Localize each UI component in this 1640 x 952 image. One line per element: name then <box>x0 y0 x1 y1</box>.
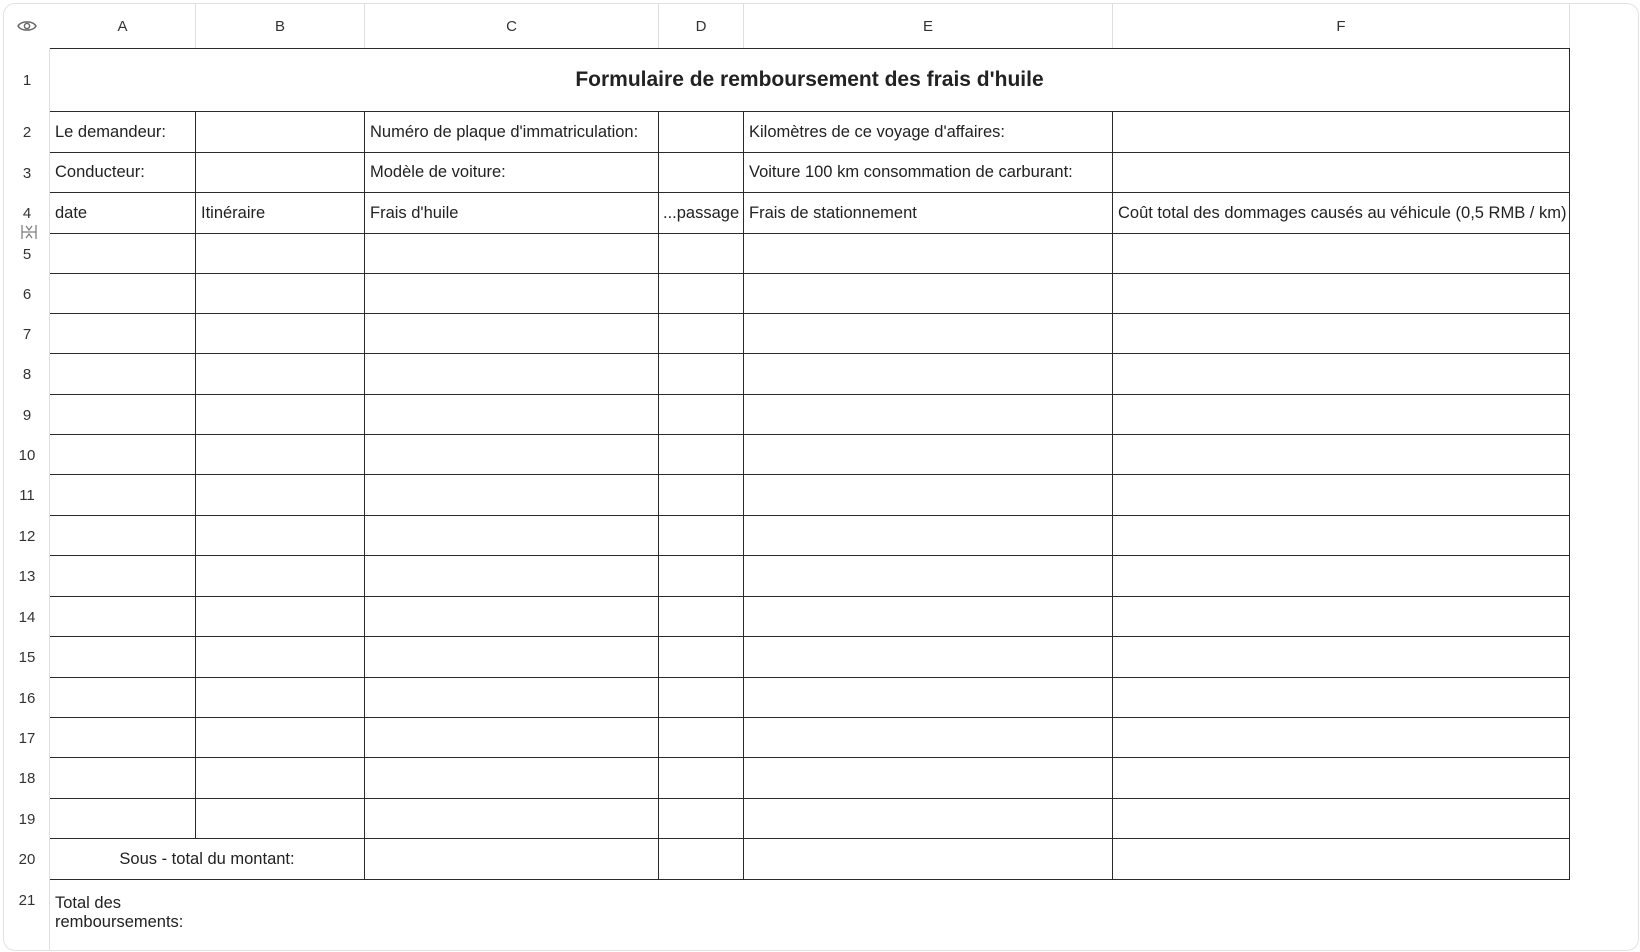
cell-d7[interactable] <box>659 314 744 354</box>
cell-d3[interactable] <box>659 153 744 193</box>
cell-b6[interactable] <box>196 274 365 314</box>
row-header-2[interactable]: 2 <box>22 124 32 141</box>
cell-a10[interactable] <box>50 435 196 475</box>
header-passage[interactable]: ...passage <box>659 193 744 234</box>
cell-c16[interactable] <box>365 678 659 718</box>
cell-e18[interactable] <box>744 758 1113 799</box>
cell-e13[interactable] <box>744 556 1113 597</box>
total-reimbursement-label[interactable]: Total des remboursements: <box>55 894 184 931</box>
cell-d8[interactable] <box>659 354 744 395</box>
cell-c15[interactable] <box>365 637 659 678</box>
header-date[interactable]: date <box>50 193 196 234</box>
cell-a6[interactable] <box>50 274 196 314</box>
spreadsheet <box>3 3 1639 951</box>
cell-d16[interactable] <box>659 678 744 718</box>
cell-c5[interactable] <box>365 234 659 274</box>
row-header-14[interactable]: 14 <box>18 608 36 626</box>
cell-f11[interactable] <box>1113 475 1570 516</box>
column-header-b[interactable]: B <box>196 4 365 48</box>
cell-a17[interactable] <box>50 718 196 758</box>
cell-f18[interactable] <box>1113 758 1570 799</box>
cell-f10[interactable] <box>1113 435 1570 475</box>
cell-c9[interactable] <box>365 395 659 435</box>
header-total-damage[interactable]: Coût total des dommages causés au véhicule (0,5 RMB / km) <box>1113 193 1570 234</box>
cell-f14[interactable] <box>1113 597 1570 637</box>
cell-c19[interactable] <box>365 799 659 839</box>
cell-c8[interactable] <box>365 354 659 395</box>
cell-a11[interactable] <box>50 475 196 516</box>
cell-d17[interactable] <box>659 718 744 758</box>
cell-e9[interactable] <box>744 395 1113 435</box>
cell-e5[interactable] <box>744 234 1113 274</box>
subtotal-label[interactable]: Sous - total du montant: <box>50 839 365 880</box>
cell-c12[interactable] <box>365 516 659 556</box>
cell-f9[interactable] <box>1113 395 1570 435</box>
cell-b16[interactable] <box>196 678 365 718</box>
row-header-12[interactable]: 12 <box>18 527 36 545</box>
row-header-20[interactable]: 20 <box>18 851 36 868</box>
cell-b14[interactable] <box>196 597 365 637</box>
cell-c13[interactable] <box>365 556 659 597</box>
cell-d13[interactable] <box>659 556 744 597</box>
row-header-21[interactable]: 21 <box>18 891 36 909</box>
cell-a12[interactable] <box>50 516 196 556</box>
cell-d2[interactable] <box>659 112 744 153</box>
cell-c7[interactable] <box>365 314 659 354</box>
cell-c11[interactable] <box>365 475 659 516</box>
cell-e15[interactable] <box>744 637 1113 678</box>
cell-a3[interactable]: Conducteur: <box>50 153 196 193</box>
row-header-6[interactable]: 6 <box>22 285 32 303</box>
cell-b18[interactable] <box>196 758 365 799</box>
cell-b12[interactable] <box>196 516 365 556</box>
cell-f6[interactable] <box>1113 274 1570 314</box>
cell-e8[interactable] <box>744 354 1113 395</box>
cell-d11[interactable] <box>659 475 744 516</box>
cell-f3[interactable] <box>1113 153 1570 193</box>
cell-c17[interactable] <box>365 718 659 758</box>
cell-b13[interactable] <box>196 556 365 597</box>
cell-d5[interactable] <box>659 234 744 274</box>
cell-f2[interactable] <box>1113 112 1570 153</box>
row-header-11[interactable]: 11 <box>19 487 35 504</box>
cell-a14[interactable] <box>50 597 196 637</box>
cell-d15[interactable] <box>659 637 744 678</box>
cell-d6[interactable] <box>659 274 744 314</box>
row-header-19[interactable]: 19 <box>18 810 36 828</box>
cell-c3[interactable]: Modèle de voiture: <box>365 153 659 193</box>
cell-d9[interactable] <box>659 395 744 435</box>
cell-b5[interactable] <box>196 234 365 274</box>
cell-b9[interactable] <box>196 395 365 435</box>
header-oil-cost[interactable]: Frais d'huile <box>365 193 659 234</box>
cell-a2[interactable]: Le demandeur: <box>50 112 196 153</box>
cell-c2[interactable]: Numéro de plaque d'immatriculation: <box>365 112 659 153</box>
column-header-d[interactable]: D <box>659 4 744 48</box>
header-itinerary[interactable]: Itinéraire <box>196 193 365 234</box>
row-header-16[interactable]: 16 <box>18 689 36 707</box>
cell-e19[interactable] <box>744 799 1113 839</box>
cell-e6[interactable] <box>744 274 1113 314</box>
cell-d12[interactable] <box>659 516 744 556</box>
cell-e11[interactable] <box>744 475 1113 516</box>
cell-a5[interactable] <box>50 234 196 274</box>
column-header-c[interactable]: C <box>365 4 659 48</box>
cell-b3[interactable] <box>196 153 365 193</box>
cell-a7[interactable] <box>50 314 196 354</box>
cell-d18[interactable] <box>659 758 744 799</box>
cell-f13[interactable] <box>1113 556 1570 597</box>
eye-icon <box>17 19 37 33</box>
cell-b2[interactable] <box>196 112 365 153</box>
row-header-8[interactable]: 8 <box>22 366 32 383</box>
cell-e7[interactable] <box>744 314 1113 354</box>
cell-f8[interactable] <box>1113 354 1570 395</box>
row-header-10[interactable]: 10 <box>18 446 36 464</box>
row-header-4[interactable]: 4 <box>22 205 32 222</box>
cell-d19[interactable] <box>659 799 744 839</box>
cell-f20[interactable] <box>1113 839 1570 880</box>
column-header-a[interactable]: A <box>50 4 196 48</box>
cell-a16[interactable] <box>50 678 196 718</box>
cell-c18[interactable] <box>365 758 659 799</box>
cell-f16[interactable] <box>1113 678 1570 718</box>
cell-e14[interactable] <box>744 597 1113 637</box>
cell-f19[interactable] <box>1113 799 1570 839</box>
cell-f12[interactable] <box>1113 516 1570 556</box>
cell-a18[interactable] <box>50 758 196 799</box>
cell-b19[interactable] <box>196 799 365 839</box>
row-header-18[interactable]: 18 <box>18 770 36 787</box>
cell-a8[interactable] <box>50 354 196 395</box>
cell-d14[interactable] <box>659 597 744 637</box>
cell-e17[interactable] <box>744 718 1113 758</box>
row-header-17[interactable]: 17 <box>18 729 36 747</box>
row-header-1[interactable]: 1 <box>22 71 32 89</box>
cell-e3[interactable]: Voiture 100 km consommation de carburant: <box>744 153 1113 193</box>
cell-c14[interactable] <box>365 597 659 637</box>
cell-b17[interactable] <box>196 718 365 758</box>
cell-d20[interactable] <box>659 839 744 880</box>
select-all-corner[interactable] <box>4 4 50 48</box>
cell-e12[interactable] <box>744 516 1113 556</box>
cell-f15[interactable] <box>1113 637 1570 678</box>
cell-b10[interactable] <box>196 435 365 475</box>
cell-b11[interactable] <box>196 475 365 516</box>
cell-c20[interactable] <box>365 839 659 880</box>
cell-f17[interactable] <box>1113 718 1570 758</box>
header-parking[interactable]: Frais de stationnement <box>744 193 1113 234</box>
row-header-13[interactable]: 13 <box>18 568 36 585</box>
row-header-5[interactable]: 5 <box>22 245 32 263</box>
cell-c10[interactable] <box>365 435 659 475</box>
cell-a15[interactable] <box>50 637 196 678</box>
cell-f7[interactable] <box>1113 314 1570 354</box>
cell-f5[interactable] <box>1113 234 1570 274</box>
cell-a9[interactable] <box>50 395 196 435</box>
cell-a13[interactable] <box>50 556 196 597</box>
cell-b7[interactable] <box>196 314 365 354</box>
row-resize-icon[interactable] <box>20 223 38 241</box>
row-header-7[interactable]: 7 <box>22 325 32 343</box>
row-header-9[interactable]: 9 <box>22 406 32 424</box>
form-title[interactable]: Formulaire de remboursement des frais d'huile <box>50 48 1570 112</box>
column-header-f[interactable]: F <box>1113 4 1570 48</box>
cell-e16[interactable] <box>744 678 1113 718</box>
cell-e20[interactable] <box>744 839 1113 880</box>
cell-d10[interactable] <box>659 435 744 475</box>
column-header-e[interactable]: E <box>744 4 1113 48</box>
cell-e2[interactable]: Kilomètres de ce voyage d'affaires: <box>744 112 1113 153</box>
cell-e10[interactable] <box>744 435 1113 475</box>
row-header-3[interactable]: 3 <box>22 164 32 182</box>
cell-a19[interactable] <box>50 799 196 839</box>
row-header-15[interactable]: 15 <box>18 649 36 666</box>
cell-b15[interactable] <box>196 637 365 678</box>
cell-b8[interactable] <box>196 354 365 395</box>
cell-c6[interactable] <box>365 274 659 314</box>
